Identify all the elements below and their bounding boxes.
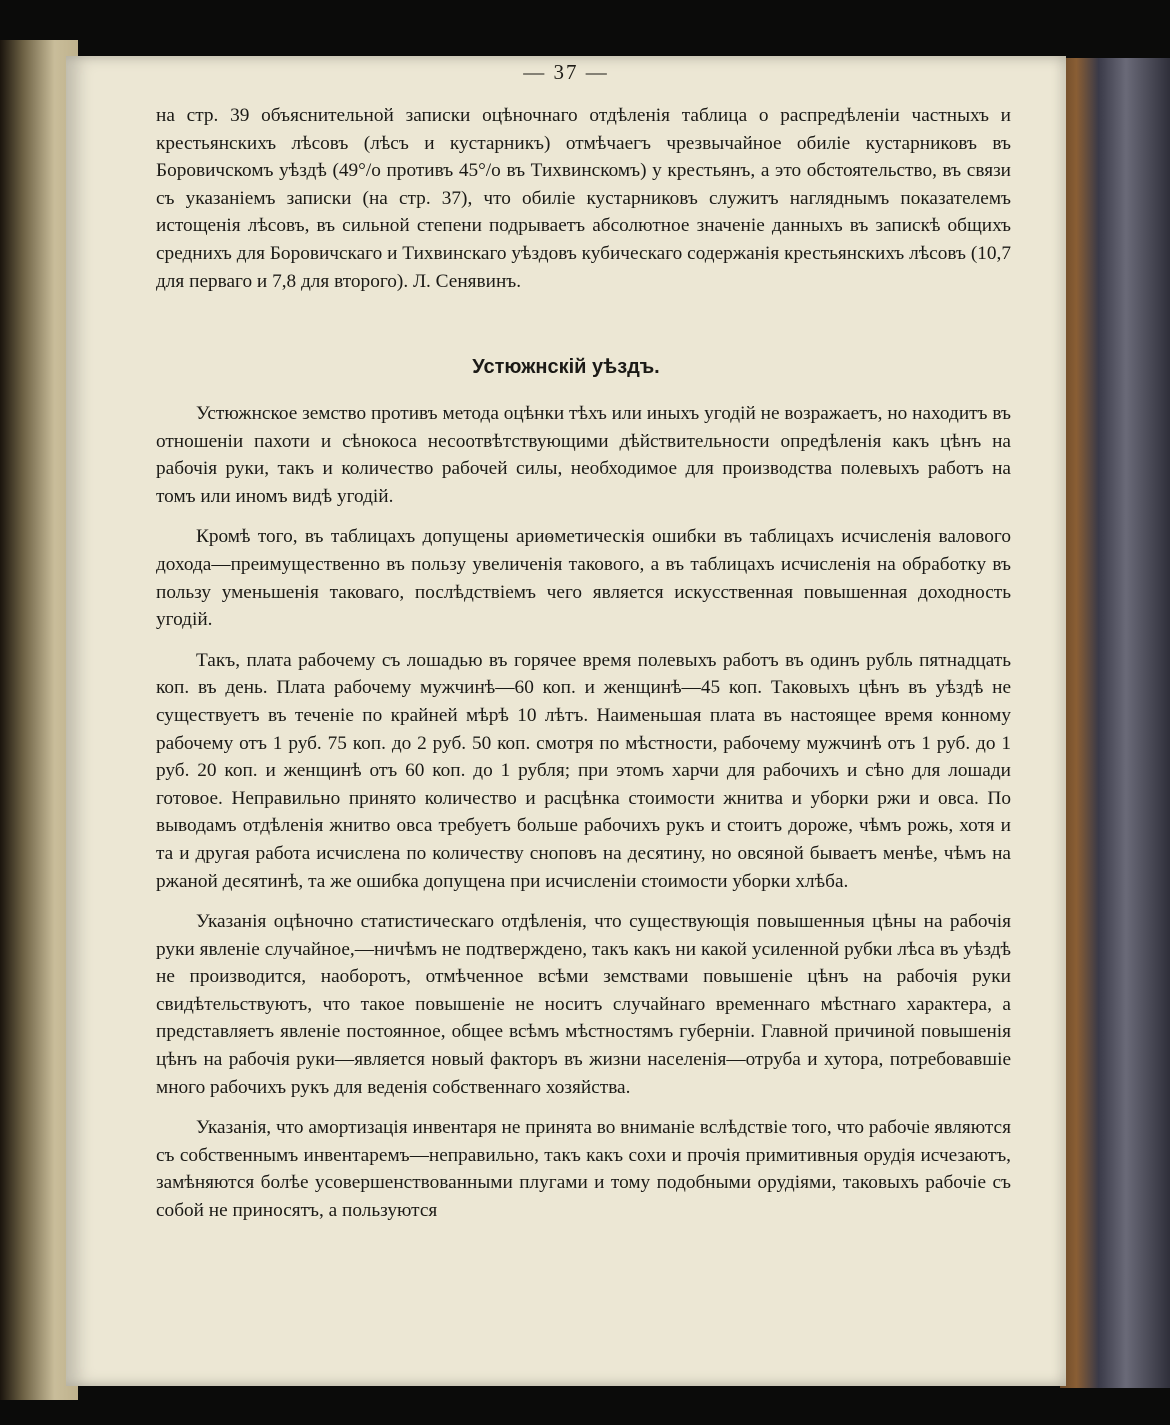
section-body (156, 400, 1011, 1225)
book-page (66, 56, 1066, 1386)
intro-paragraph-block (156, 102, 1011, 295)
section-heading: Устюжнскій уѣздъ. (472, 356, 660, 378)
intro-paragraph: на стр. 39 объяснительной записки оцѣночнаго отдѣленія таблица о распредѣленіи частныхъ и крестьянскихъ лѣсовъ (лѣсъ и кустарникъ) отмѣчаегъ чрезвычайное обиліе кустарниковъ въ Боровичскомъ уѣздѣ (49°/о противъ 45°/о въ Тихвинскомъ) у крестьянъ, а это обстоятельство, въ связи съ указаніемъ записки (на стр. 37), что обиліе кустарниковъ служитъ нагляднымъ показателемъ истощенія лѣсовъ, въ сильной степени подрываетъ абсолютное значеніе данныхъ въ запискѣ общихъ среднихъ для Боровичскаго и Тихвинскаго уѣздовъ кубическаго содержанія крестьянскихъ лѣсовъ (10,7 для перваго и 7,8 для второго). Л. Сенявинъ. (156, 105, 1011, 292)
book-cover-edge (1060, 58, 1170, 1388)
paragraph-amortization: Указанія, что амортизація инвентаря не принята во вниманіе вслѣдствіе того, что рабочіе являются съ собственнымъ инвентаремъ—неправильно, такъ какъ сохи и прочія примитивныя орудія исчезаютъ, замѣняются болѣе усовершенствованными плугами и тому подобными орудіями, таковыхъ рабочіе съ собой не приносятъ, а пользуются (156, 1117, 1011, 1222)
paragraph-arithmetic-errors: Кромѣ того, въ таблицахъ допущены ариѳметическія ошибки въ таблицахъ исчисленія валового дохода—преимущественно въ пользу увеличенія такового, а въ таблицахъ исчисленія на обработку въ пользу уменьшенія таковаго, послѣдствіемъ чего является искусственная повышенная доходность угодій. (156, 526, 1011, 631)
paragraph-wages: Такъ, плата рабочему съ лошадью въ горячее время полевыхъ работъ въ одинъ рубль пятнадцать коп. въ день. Плата рабочему мужчинѣ—60 коп. и женщинѣ—45 коп. Таковыхъ цѣнъ въ уѣздѣ не существуетъ въ теченіе по крайней мѣрѣ 10 лѣтъ. Наименьшая плата въ настоящее время конному рабочему отъ 1 руб. 75 коп. до 2 руб. 50 коп. смотря по мѣстности, рабочему мужчинѣ отъ 1 руб. до 1 руб. 20 коп. и женщинѣ отъ 60 коп. до 1 рубля; при этомъ харчи для рабочихъ и сѣно для лошади готовое. Неправильно принято количество и расцѣнка стоимости жнитва и уборки ржи и овса. По выводамъ отдѣленія жнитво овса требуетъ больше рабочихъ рукъ и стоитъ дороже, чѣмъ рожь, хотя и та и другая работа исчислена по количеству сноповъ на десятину, но овсяной бываетъ менѣе, чѣмъ на ржаной десятинѣ, та же ошибка допущена при исчисленіи стоимости уборки хлѣба. (156, 649, 1011, 892)
page-number: — 37 — (523, 60, 609, 84)
paragraph-zemstvo-position: Устюжнское земство противъ метода оцѣнки тѣхъ или иныхъ угодій не возражаетъ, но находитъ въ отношеніи пахоти и сѣнокоса несоотвѣтствующими дѣйствительности опредѣленія какъ цѣнъ на рабочія руки, такъ и количество рабочей силы, необходимое для производства полевыхъ работъ на томъ или иномъ видѣ угодій. (156, 403, 1011, 507)
paragraph-wage-increase: Указанія оцѣночно статистическаго отдѣленія, что существующія повышенныя цѣны на рабочія руки явленіе случайное,—ничѣмъ не подтверждено, такъ какъ ни какой усиленной рубки лѣса въ уѣздѣ не производится, наоборотъ, отмѣченное всѣми земствами повышеніе цѣнъ на рабочія руки свидѣтельствуютъ, что такое повышеніе не носитъ случайнаго временнаго мѣстнаго характера, а представляетъ явленіе постоянное, общее всѣмъ мѣстностямъ губерніи. Главной причиной повышенія цѣнъ на рабочія руки—является новый факторъ въ жизни населенія—отруба и хутора, потребовавшіе много рабочихъ рукъ для веденія собственнаго хозяйства. (156, 911, 1011, 1098)
